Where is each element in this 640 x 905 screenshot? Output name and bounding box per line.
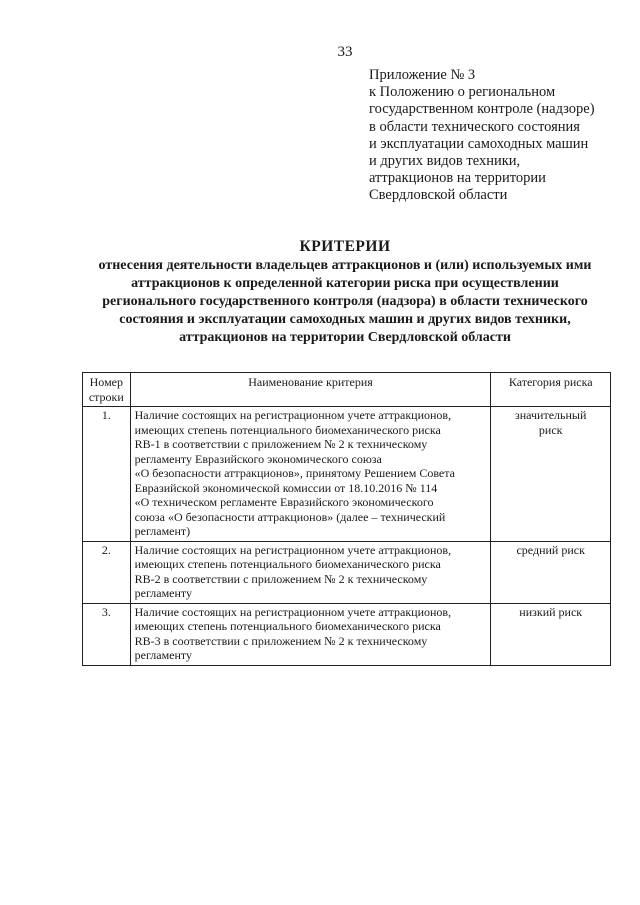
criterion-line: Наличие состоящих на регистрационном учете аттракционов, [134, 542, 452, 557]
criterion-line: Наличие состоящих на регистрационном учете аттракционов, [134, 408, 452, 422]
criterion-line: RB-1 в соответствии с приложением № 2 к техническому [134, 437, 428, 451]
header-row-number [83, 373, 131, 407]
criterion-line: союза «О безопасности аттракционов» (далее – технический [134, 509, 446, 524]
appendix-line: Свердловской области [369, 187, 508, 204]
table-row [83, 407, 611, 542]
subtitle-line: отнесения деятельности владельцев аттракционов и (или) используемых ими [98, 258, 592, 273]
table-header-row [83, 373, 611, 407]
criterion-line: имеющих степень потенциального биомеханического риска [134, 422, 441, 437]
appendix-line: и эксплуатации самоходных машин [369, 135, 589, 152]
criterion-line: имеющих степень потенциального биомеханического риска [134, 619, 441, 633]
subtitle-line: состояния и эксплуатации самоходных машин и других видов техники, [119, 312, 571, 327]
criterion-line: Евразийской экономической комиссии от 18.10.2016 № 114 [134, 480, 438, 495]
appendix-line: к Положению о региональном [369, 84, 556, 101]
header-row-number-line: строки [88, 389, 124, 404]
criterion-line: «О безопасности аттракционов», принятому Решением Совета [134, 466, 455, 480]
row-number: 3. [83, 603, 131, 665]
appendix-line: Приложение № 3 [369, 67, 476, 83]
criterion-line: RB-2 в соответствии с приложением № 2 к техническому [134, 571, 428, 586]
criteria-table [82, 372, 611, 666]
risk-category-line: риск [538, 422, 563, 437]
criterion-line: «О техническом регламенте Евразийского экономического [134, 495, 434, 509]
criterion-line: регламенту [134, 586, 193, 600]
criterion-text [130, 541, 491, 603]
appendix-line: аттракционов на территории [369, 170, 546, 187]
row-number: 1. [83, 407, 131, 542]
subtitle-line: аттракционов к определенной категории риска при осуществлении [131, 276, 559, 291]
criterion-line: RB-3 в соответствии с приложением № 2 к техническому [134, 633, 428, 648]
criterion-line: регламенту Евразийского экономического союза [134, 451, 382, 466]
appendix-line: и других видов техники, [369, 153, 521, 170]
header-row-number-line: Номер [89, 375, 123, 389]
criterion-line: регламенту [134, 648, 193, 662]
appendix-note [369, 67, 595, 205]
criterion-text [130, 603, 491, 665]
subtitle-line: аттракционов на территории Свердловской области [179, 330, 511, 345]
risk-category-line: значительный [515, 408, 587, 422]
table-row [83, 541, 611, 603]
appendix-line: в области технического состояния [369, 118, 580, 135]
document-title: КРИТЕРИИ [299, 238, 391, 255]
risk-category: низкий риск [491, 603, 611, 665]
header-risk-category: Категория риска [491, 373, 611, 407]
criterion-text [130, 407, 491, 542]
document-subtitle [62, 257, 628, 347]
criterion-line: регламент) [134, 524, 191, 538]
criterion-line: Наличие состоящих на регистрационном учете аттракционов, [134, 604, 452, 619]
criterion-line: имеющих степень потенциального биомеханического риска [134, 557, 441, 571]
appendix-line: государственном контроле (надзоре) [369, 101, 595, 118]
row-number: 2. [83, 541, 131, 603]
risk-category [491, 407, 611, 542]
risk-category: средний риск [491, 541, 611, 603]
header-criterion-name: Наименование критерия [130, 373, 491, 407]
page-number: 33 [337, 44, 353, 60]
table-row [83, 603, 611, 665]
subtitle-line: регионального государственного контроля (надзора) в области технического [102, 294, 588, 309]
